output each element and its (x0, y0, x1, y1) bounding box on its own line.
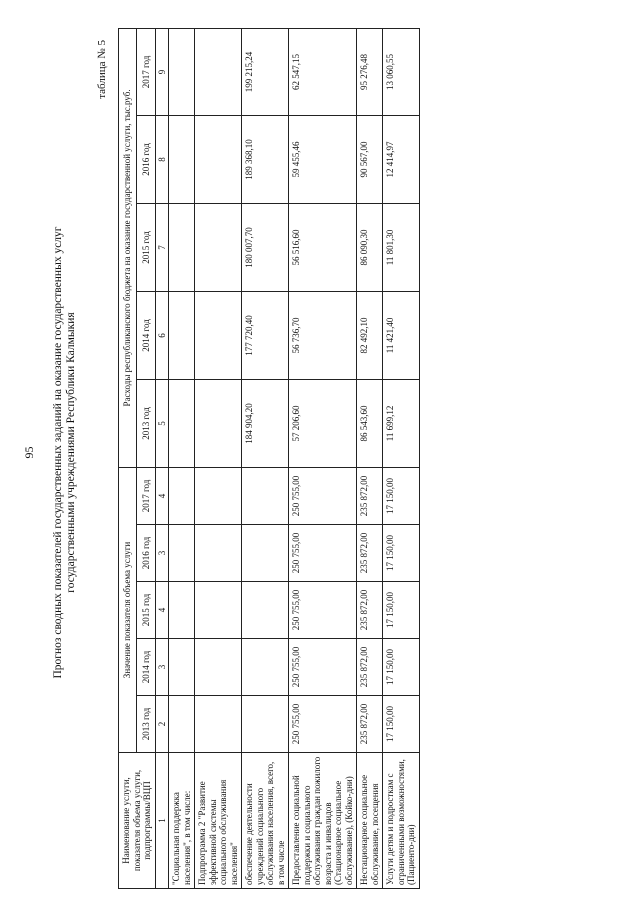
volume-value-cell (195, 525, 242, 582)
volume-value-cell (242, 525, 289, 582)
volume-value-cell: 17 150,00 (383, 525, 420, 582)
year-header: 2015 год (137, 582, 155, 639)
budget-value-cell: 177 720,40 (242, 291, 289, 379)
budget-value-cell: 189 368,10 (242, 115, 289, 203)
volume-value-cell: 17 150,00 (383, 582, 420, 639)
budget-value-cell (169, 203, 195, 291)
budget-value-cell: 13 060,55 (383, 28, 420, 115)
column-index: 7 (155, 203, 169, 291)
volume-value-cell: 235 872,00 (357, 696, 383, 753)
year-header: 2017 год (137, 28, 155, 115)
volume-value-cell: 250 755,00 (289, 525, 357, 582)
budget-value-cell: 56 736,70 (289, 291, 357, 379)
year-header: 2014 год (137, 291, 155, 379)
table-row (357, 28, 383, 888)
volume-value-cell: 250 755,00 (289, 639, 357, 696)
column-index: 9 (155, 28, 169, 115)
col-header-name: Наименование услуги, показателя объема услуги, подпрограммы/ВЦП (119, 753, 156, 889)
budget-value-cell: 11 421,40 (383, 291, 420, 379)
budget-value-cell (195, 28, 242, 115)
budget-value-cell: 62 547,15 (289, 28, 357, 115)
volume-value-cell: 235 872,00 (357, 639, 383, 696)
header-row-groups (119, 28, 137, 888)
budget-value-cell: 180 007,70 (242, 203, 289, 291)
budget-value-cell: 90 567,00 (357, 115, 383, 203)
budget-value-cell: 56 516,60 (289, 203, 357, 291)
table-row (195, 28, 242, 888)
volume-value-cell: 235 872,00 (357, 525, 383, 582)
row-name-cell: Нестационарное социальное обслуживание, посещения (357, 753, 383, 889)
volume-value-cell (242, 582, 289, 639)
heading-line-1: Прогноз сводных показателей государственных заданий на оказание государственных услуг (52, 226, 64, 679)
budget-value-cell (169, 115, 195, 203)
volume-value-cell: 235 872,00 (357, 467, 383, 524)
budget-value-cell (195, 115, 242, 203)
budget-value-cell: 12 414,97 (383, 115, 420, 203)
row-name-cell: Подпрограмма 2 "Развитие эффективной системы социального обслуживания населения" (195, 753, 242, 889)
volume-value-cell: 235 872,00 (357, 582, 383, 639)
column-index: 4 (155, 582, 169, 639)
row-name-cell: обеспечение деятельности учреждений социального обслуживания населения, всего, в том числе (242, 753, 289, 889)
budget-value-cell (195, 379, 242, 467)
column-index: 2 (155, 696, 169, 753)
volume-value-cell (195, 696, 242, 753)
year-header: 2013 год (137, 379, 155, 467)
group-header-volume: Значение показателя объема услуги (119, 467, 137, 752)
budget-value-cell (169, 28, 195, 115)
budget-value-cell: 184 904,20 (242, 379, 289, 467)
column-index: 1 (155, 753, 169, 889)
volume-value-cell (242, 696, 289, 753)
table-label: таблица № 5 (96, 40, 108, 99)
row-name-cell: Предоставление социальной поддержки и социального обслуживания граждан пожилого возраста и инвалидов (Стационарное социальное обслуживание), (Койко-дни) (289, 753, 357, 889)
row-name-cell: Услуги детям и подросткам с ограниченными возможностями, (Пациенто-дни) (383, 753, 420, 889)
column-index: 3 (155, 525, 169, 582)
column-index: 4 (155, 467, 169, 524)
volume-value-cell (195, 467, 242, 524)
column-index: 6 (155, 291, 169, 379)
volume-value-cell (169, 582, 195, 639)
volume-value-cell: 17 150,00 (383, 639, 420, 696)
row-name-cell: "Социальная поддержка населения", в том числе: (169, 753, 195, 889)
document-heading (52, 0, 78, 905)
column-index: 5 (155, 379, 169, 467)
forecast-table (118, 28, 420, 889)
year-header: 2016 год (137, 525, 155, 582)
budget-value-cell: 95 276,48 (357, 28, 383, 115)
table-body (169, 28, 420, 888)
volume-value-cell: 250 755,00 (289, 467, 357, 524)
volume-value-cell (195, 582, 242, 639)
budget-value-cell: 11 801,30 (383, 203, 420, 291)
budget-value-cell (195, 203, 242, 291)
volume-value-cell: 250 755,00 (289, 696, 357, 753)
volume-value-cell: 17 150,00 (383, 696, 420, 753)
column-index: 3 (155, 639, 169, 696)
table-row (383, 28, 420, 888)
budget-value-cell: 86 090,30 (357, 203, 383, 291)
year-header: 2016 год (137, 115, 155, 203)
year-header: 2013 год (137, 696, 155, 753)
budget-value-cell: 57 206,60 (289, 379, 357, 467)
column-index: 8 (155, 115, 169, 203)
volume-value-cell (169, 467, 195, 524)
volume-value-cell (169, 639, 195, 696)
budget-value-cell: 199 215,24 (242, 28, 289, 115)
year-header: 2015 год (137, 203, 155, 291)
table-row (242, 28, 289, 888)
budget-value-cell (169, 379, 195, 467)
budget-value-cell: 59 455,46 (289, 115, 357, 203)
year-header: 2014 год (137, 639, 155, 696)
budget-value-cell: 11 699,12 (383, 379, 420, 467)
volume-value-cell (169, 525, 195, 582)
volume-value-cell (242, 467, 289, 524)
budget-value-cell: 86 543,60 (357, 379, 383, 467)
volume-value-cell (169, 696, 195, 753)
budget-value-cell: 82 492,10 (357, 291, 383, 379)
volume-value-cell (195, 639, 242, 696)
group-header-budget: Расходы республиканского бюджета на оказание государственной услуги, тыс.руб. (119, 28, 137, 467)
budget-value-cell (195, 291, 242, 379)
year-header: 2017 год (137, 467, 155, 524)
column-index-row (155, 28, 169, 888)
table-row (169, 28, 195, 888)
volume-value-cell: 17 150,00 (383, 467, 420, 524)
volume-value-cell (242, 639, 289, 696)
budget-value-cell (169, 291, 195, 379)
heading-line-2: государственными учреждениями Республики Калмыкия (65, 312, 77, 593)
page-number: 95 (22, 446, 36, 459)
volume-value-cell: 250 755,00 (289, 582, 357, 639)
table-row (289, 28, 357, 888)
